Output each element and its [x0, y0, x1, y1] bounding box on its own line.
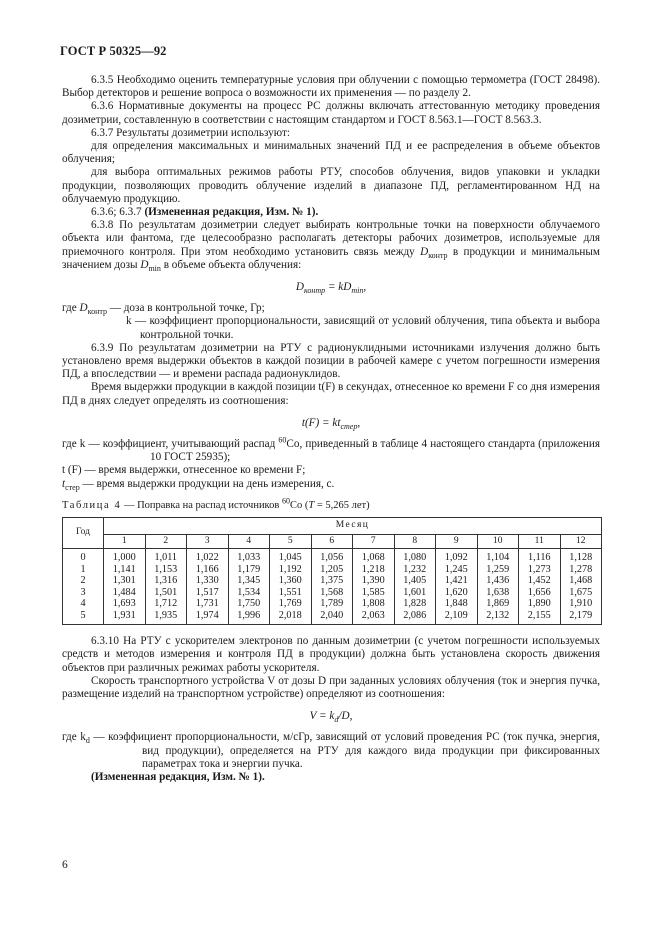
table-cell: 1,501 [145, 587, 187, 599]
table-cell: 1,890 [519, 598, 561, 610]
document-header: ГОСТ Р 50325—92 [60, 44, 167, 58]
table-cell: 1,601 [394, 587, 436, 599]
where-time-1 [62, 435, 600, 464]
where-d-sub: контр [87, 307, 107, 317]
table-cell: 1,484 [104, 587, 146, 599]
table-cell: 1,931 [104, 610, 146, 625]
table-cell: 1,974 [187, 610, 229, 625]
table-month-header: 9 [436, 535, 478, 549]
table-cell-year: 5 [63, 610, 104, 625]
paragraph-usage-2: для выбора оптимальных режимов работы РТУ, способов облучения, видов упаковки и укладки продукции, позволяющих проводить облучение изделий в диапазоне ПД, регламентированном НД на облучаемую продукцию. [62, 166, 600, 205]
table-cell-year: 0 [63, 549, 104, 564]
formula-dose-lhs-sub: контр [303, 286, 326, 296]
table-cell: 1,245 [436, 564, 478, 576]
where-dose-2: k — коэффициент пропорциональности, зависящий от условий облучения, типа объекта и выбора контрольной точки. [126, 315, 600, 341]
table-cell: 1,056 [311, 549, 353, 564]
paragraph-usage-1: для определения максимальных и минимальных значений ПД и ее распределения в объеме объектов облучения; [62, 140, 600, 166]
table-row [63, 549, 602, 564]
table-cell: 1,360 [270, 575, 312, 587]
table-month-header: 7 [353, 535, 395, 549]
where-t-sub: стер [65, 482, 80, 492]
table-row [63, 587, 602, 599]
table-cell: 1,712 [145, 598, 187, 610]
table-cell: 1,869 [477, 598, 519, 610]
table-caption [62, 496, 600, 512]
table-cell: 1,345 [228, 575, 270, 587]
table-cell: 1,935 [145, 610, 187, 625]
table-cell: 1,045 [270, 549, 312, 564]
table-cell: 1,232 [394, 564, 436, 576]
table-month-header: 1 [104, 535, 146, 549]
amendment-note-2: (Измененная редакция, Изм. № 1). [91, 770, 265, 783]
table-cell: 1,517 [187, 587, 229, 599]
where-d-text: — доза в контрольной точке, Гр; [106, 302, 265, 315]
symbol-d: D [420, 245, 429, 258]
where-t-text: — время выдержки продукции на день измерения, с. [79, 477, 335, 490]
formula-dose [62, 281, 600, 294]
table-cell: 1,153 [145, 564, 187, 576]
table-caption-label: Таблица 4 [62, 499, 122, 511]
where-kd-sub: d [85, 736, 90, 746]
table-caption-end: = 5,265 лет) [314, 499, 370, 511]
table-cell: 1,259 [477, 564, 519, 576]
table-cell: 1,656 [519, 587, 561, 599]
where-kd-text: — коэффициент пропорциональности, м/сГр, зависящий от условий проведения РС (ток пучка, энергия, вид продукции), определяется на РТУ для каждого вида продукции при фиксированных параметрах тока и энергии пучка. [89, 731, 600, 770]
formula-dose-lhs: D [295, 281, 304, 294]
amendment-label: (Измененная редакция, Изм. № 1). [144, 206, 319, 219]
table-caption-sup: 60 [281, 496, 290, 506]
table-row [63, 564, 602, 576]
paragraph-6-3-5: 6.3.5 Необходимо оценить температурные условия при облучении с помощью термометра (ГОСТ 28498). Выбор детекторов и решение вопроса о возможности их применения — по разделу 2. [62, 74, 600, 100]
table-caption-t: T [308, 499, 315, 511]
symbol-d-sub: контр [428, 250, 448, 260]
table-month-header: 8 [394, 535, 436, 549]
table-cell: 1,731 [187, 598, 229, 610]
table-month-header: 4 [228, 535, 270, 549]
table-cell: 1,620 [436, 587, 478, 599]
paragraph-6-3-7: 6.3.7 Результаты дозиметрии используют: [91, 126, 290, 139]
paragraph-6-3-10: 6.3.10 На РТУ с ускорителем электронов по данным дозиметрии (с учетом погрешности используемых средств и методов измерения и контроля ПД в продукции) должна быть установлена скорость движения объектов при различных режимах работы ускорителя. [62, 635, 600, 674]
where-k-text: где k — коэффициент, учитывающий распад [62, 438, 279, 451]
where-d-symbol: D [79, 302, 88, 315]
table-cell: 1,273 [519, 564, 561, 576]
table-cell: 1,769 [270, 598, 312, 610]
formula-time-sub: стер [340, 422, 358, 432]
table-cell: 1,693 [104, 598, 146, 610]
where-word: где [62, 302, 80, 315]
table-cell: 1,638 [477, 587, 519, 599]
table-cell: 1,179 [228, 564, 270, 576]
paragraph-6-3-8 [62, 219, 600, 272]
where-time-2: t (F) — время выдержки, отнесенное ко времени F; [62, 464, 306, 477]
table-month-header: 3 [187, 535, 229, 549]
table-cell-year: 3 [63, 587, 104, 599]
where-time-3 [62, 478, 600, 491]
table-row [63, 575, 602, 587]
symbol-dmin-sub: min [148, 264, 161, 274]
table-cell: 2,063 [353, 610, 395, 625]
formula-time-tail: , [357, 416, 361, 429]
formula-speed-sub: d [334, 715, 339, 725]
where-k-sup: 60 [278, 435, 287, 445]
where-speed [62, 731, 600, 771]
table-row [63, 598, 602, 610]
table-month-row [63, 535, 602, 549]
table-cell: 1,205 [311, 564, 353, 576]
symbol-dmin: D [140, 258, 149, 271]
table-month-header: 12 [560, 535, 602, 549]
table-cell: 1,405 [394, 575, 436, 587]
paragraph-6-3-8-end: в объеме объекта облучения: [160, 258, 302, 271]
table-cell: 2,086 [394, 610, 436, 625]
table-month-header: 11 [519, 535, 561, 549]
table-cell: 1,996 [228, 610, 270, 625]
table-cell: 1,080 [394, 549, 436, 564]
paragraph-6-3-9: 6.3.9 По результатам дозиметрии на РТУ с радионуклидными источниками излучения должно быть установлено время выдержки объектов в каждой позиции в рабочей камере с учетом погрешности измерения ПД, а впоследствии — и времени распада радионуклидов. [62, 341, 600, 381]
table-cell: 1,068 [353, 549, 395, 564]
paragraph-exposure-time: Время выдержки продукции в каждой позиции t(F) в секундах, отнесенное ко времени F со дня измерения ПД в днях следует определять из соотношения: [62, 381, 600, 407]
table-cell: 1,141 [104, 564, 146, 576]
where-dose-1 [62, 302, 600, 315]
table-cell: 1,421 [436, 575, 478, 587]
formula-time [62, 417, 600, 430]
table-cell: 1,278 [560, 564, 602, 576]
table-cell: 1,330 [187, 575, 229, 587]
formula-dose-rhs: = kD [325, 281, 352, 294]
table-month-header: 6 [311, 535, 353, 549]
table-month-header: 5 [270, 535, 312, 549]
document-body [62, 74, 600, 784]
table-cell: 1,301 [104, 575, 146, 587]
table-cell: 2,018 [270, 610, 312, 625]
where-t-symbol: t [62, 477, 66, 490]
table-cell: 1,390 [353, 575, 395, 587]
amendment-note-1 [62, 206, 600, 219]
where-kd-symbol: где k [62, 731, 86, 744]
table-cell: 2,132 [477, 610, 519, 625]
table-cell: 1,192 [270, 564, 312, 576]
table-cell: 1,551 [270, 587, 312, 599]
formula-dose-tail: , [363, 281, 367, 294]
table-cell: 1,104 [477, 549, 519, 564]
table-cell: 1,789 [311, 598, 353, 610]
table-row [63, 610, 602, 625]
table-cell: 1,675 [560, 587, 602, 599]
formula-speed [62, 710, 600, 723]
formula-speed-main: V = k [309, 710, 335, 723]
table-cell-year: 2 [63, 575, 104, 587]
table-cell-year: 4 [63, 598, 104, 610]
table-cell: 1,128 [560, 549, 602, 564]
table-cell: 1,000 [104, 549, 146, 564]
where-k-post: Со, приведенный в таблице 4 настоящего стандарта (приложения 10 ГОСТ 25935); [150, 438, 600, 464]
table-cell: 1,166 [187, 564, 229, 576]
table-cell: 2,155 [519, 610, 561, 625]
table-cell: 1,585 [353, 587, 395, 599]
amendment-ref: 6.3.6; 6.3.7 [91, 206, 145, 219]
table-header-year: Год [63, 518, 104, 549]
table-header-month: Месяц [104, 518, 602, 535]
table-cell: 1,568 [311, 587, 353, 599]
table-cell: 1,452 [519, 575, 561, 587]
table-cell: 1,316 [145, 575, 187, 587]
paragraph-conveyor-speed: Скорость транспортного устройства V от дозы D при заданных условиях облучения (ток и энергия пучка, размещение изделий на транспортном устройстве) определяют из соотношения: [62, 674, 600, 700]
table-cell: 1,116 [519, 549, 561, 564]
table-cell: 1,022 [187, 549, 229, 564]
table-cell: 2,109 [436, 610, 478, 625]
formula-time-lhs: t(F) [301, 416, 320, 429]
table-cell: 1,848 [436, 598, 478, 610]
table-cell: 1,750 [228, 598, 270, 610]
table-cell: 2,179 [560, 610, 602, 625]
table-cell: 1,808 [353, 598, 395, 610]
page-number: 6 [62, 859, 68, 871]
table-caption-text: — Поправка на распад источников [121, 499, 282, 511]
table-cell-year: 1 [63, 564, 104, 576]
table-cell: 2,040 [311, 610, 353, 625]
formula-time-rhs: = kt [319, 416, 341, 429]
table-cell: 1,828 [394, 598, 436, 610]
formula-dose-rhs-sub: min [351, 286, 364, 296]
table-month-header: 2 [145, 535, 187, 549]
table-cell: 1,534 [228, 587, 270, 599]
table-cell: 1,910 [560, 598, 602, 610]
table-cell: 1,218 [353, 564, 395, 576]
table-cell: 1,033 [228, 549, 270, 564]
table-cell: 1,375 [311, 575, 353, 587]
formula-speed-tail: /D, [338, 710, 353, 723]
paragraph-6-3-8-text: 6.3.8 По результатам дозиметрии следует выбирать контрольные точки на поверхности облучаемого объекта или фантома, где целесообразно располагать детекторы рабочих дозиметров, используемые для приемочного контроля. При этом необходимо установить связь между [62, 219, 600, 258]
table-month-header: 10 [477, 535, 519, 549]
paragraph-6-3-8-mid: в продукции и минимальным значением дозы [62, 245, 601, 271]
table-cell: 1,092 [436, 549, 478, 564]
paragraph-6-3-6: 6.3.6 Нормативные документы на процесс РС должны включать аттестованную методику проведения дозиметрии, составленную в соответствии с настоящим стандартом и ГОСТ 8.563.1—ГОСТ 8.563.3. [62, 100, 600, 126]
decay-table [62, 517, 602, 625]
table-cell: 1,011 [145, 549, 187, 564]
table-caption-iso: Со ( [289, 499, 309, 511]
table-cell: 1,436 [477, 575, 519, 587]
table-cell: 1,468 [560, 575, 602, 587]
table-body [63, 549, 602, 625]
